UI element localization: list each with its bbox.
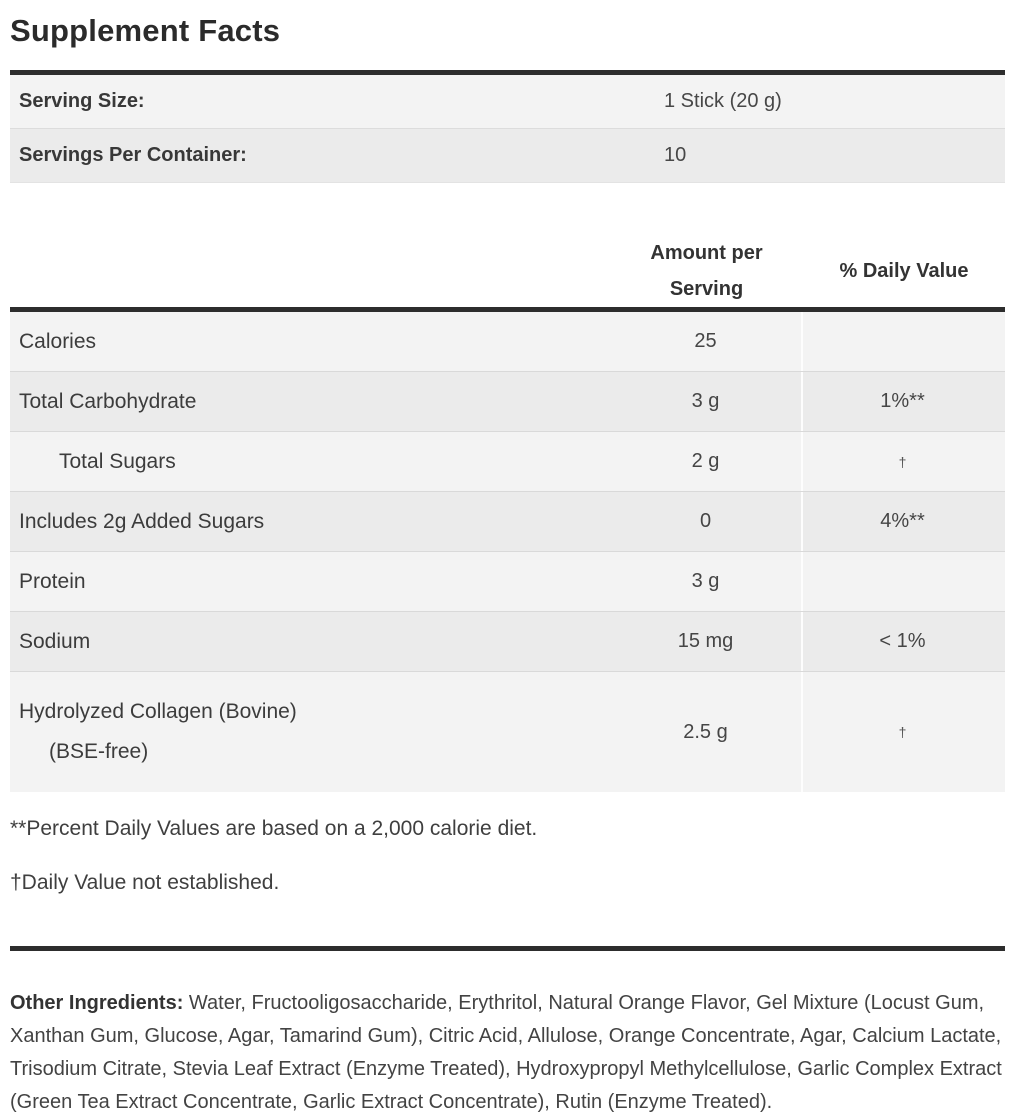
servings-per-container-value: 10: [664, 144, 687, 166]
daily-value-header: % Daily Value: [839, 259, 969, 282]
serving-size-label: Serving Size:: [19, 90, 145, 112]
serving-size-row: [10, 75, 1005, 128]
other-ingredients: [10, 987, 1005, 1119]
nutrient-daily-value: †: [801, 672, 1002, 792]
nutrient-amount: 2 g: [691, 450, 720, 472]
nutrient-name: Total Carbohydrate: [19, 389, 197, 413]
nutrient-amount: 2.5 g: [683, 720, 728, 743]
nutrient-daily-value: †: [801, 432, 1002, 491]
serving-info-table: [10, 70, 1005, 183]
table-row-hydrolyzed-collagen: [10, 671, 1005, 792]
nutrient-name: Protein: [19, 569, 86, 593]
amount-per-serving-header: Amount per Serving: [650, 242, 763, 300]
nutrient-name: [10, 672, 610, 792]
nutrient-daily-value: [801, 312, 1002, 371]
amount-per-serving-header-cell: [610, 235, 803, 307]
table-row-total-sugars: [10, 431, 1005, 491]
nutrient-amount: 25: [694, 330, 717, 352]
footnote-percent-daily-values: **Percent Daily Values are based on a 2,000 calorie diet.: [10, 817, 538, 840]
servings-per-container-row: [10, 128, 1005, 182]
nutrient-name: Sodium: [19, 629, 91, 653]
nutrient-daily-value: 4%**: [801, 492, 1002, 551]
table-row-protein: [10, 551, 1005, 611]
footnote-daily-value-not-established: †Daily Value not established.: [10, 871, 280, 894]
facts-table: [10, 307, 1005, 792]
nutrient-name: Includes 2g Added Sugars: [19, 509, 265, 533]
section-divider: [10, 946, 1005, 951]
nutrient-daily-value: < 1%: [801, 612, 1002, 671]
nutrient-name-line2: (BSE-free): [49, 740, 149, 763]
servings-per-container-label: Servings Per Container:: [19, 144, 247, 166]
nutrient-name: Total Sugars: [59, 449, 176, 473]
footnotes: [10, 792, 1005, 922]
other-ingredients-label: Other Ingredients:: [10, 992, 184, 1014]
supplement-facts-panel: [10, 0, 1005, 1119]
column-headers: [10, 235, 1005, 307]
nutrient-daily-value: [801, 552, 1002, 611]
nutrient-daily-value: 1%**: [801, 372, 1002, 431]
nutrient-name: Calories: [19, 329, 97, 353]
table-row-calories: [10, 312, 1005, 371]
nutrient-amount: 0: [699, 510, 712, 532]
table-row-added-sugars: [10, 491, 1005, 551]
table-row-sodium: [10, 611, 1005, 671]
nutrient-amount: 15 mg: [677, 630, 734, 652]
nutrient-name-line1: Hydrolyzed Collagen (Bovine): [19, 700, 297, 723]
other-ingredients-text: Water, Fructooligosaccharide, Erythritol, Natural Orange Flavor, Gel Mixture (Locust Gum, Xanthan Gum, Glucose, Agar, Tamarind Gum), Citric Acid, Allulose, Orange Concentrate, Agar, Calcium Lactate, Trisodium Citrate, Stevia Leaf Extract (Enzyme Treated), Hydroxypropyl Methylcellulose, Garlic Complex Extract (Green Tea Extract Concentrate, Garlic Extract Concentrate), Rutin (Enzyme Treated).: [10, 992, 1002, 1113]
table-row-total-carbohydrate: [10, 371, 1005, 431]
page-title: Supplement Facts: [10, 13, 281, 48]
nutrient-amount: 3 g: [691, 570, 720, 592]
nutrient-amount: 3 g: [691, 390, 720, 412]
serving-size-value: 1 Stick (20 g): [664, 90, 782, 112]
